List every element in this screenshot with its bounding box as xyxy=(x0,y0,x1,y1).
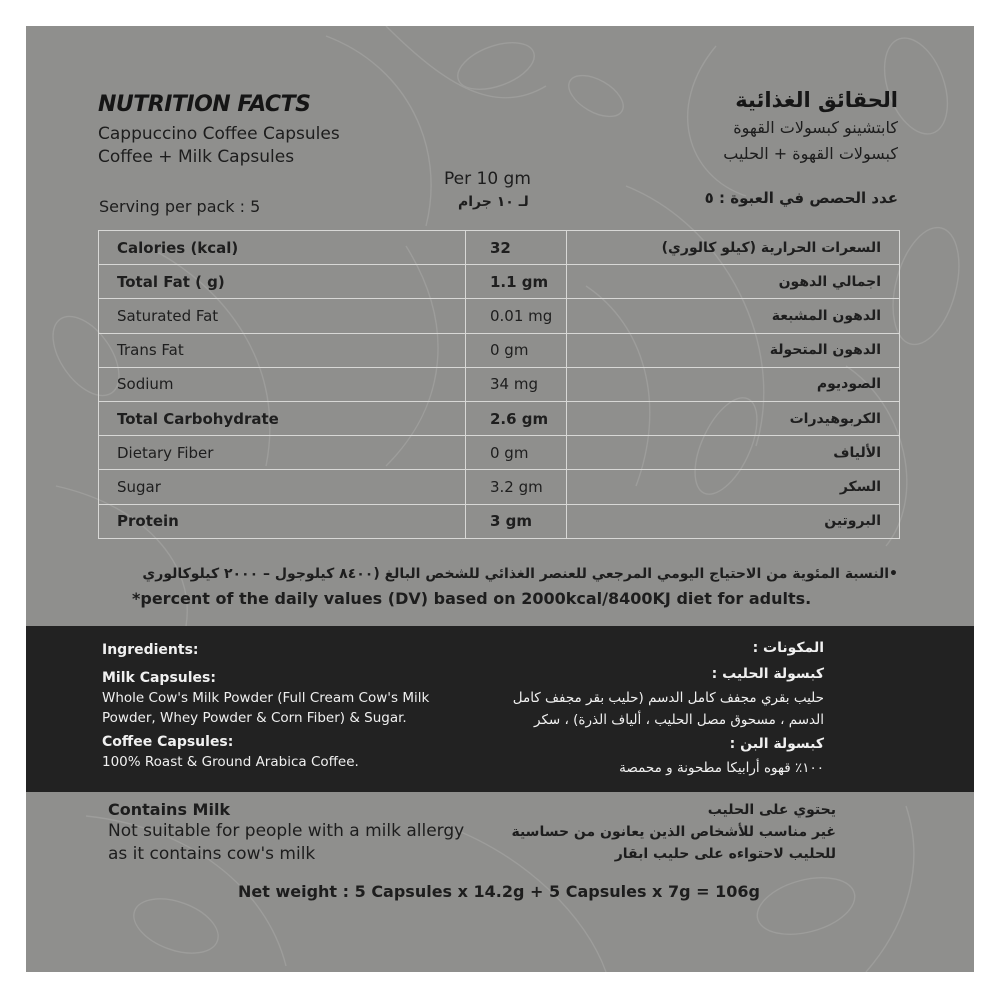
nutrient-name-ar: الدهون المتحولة xyxy=(567,333,900,367)
allergy-warning-line1: Not suitable for people with a milk allergy xyxy=(108,821,465,841)
nutrient-name: Total Fat ( g) xyxy=(99,265,466,299)
nutrient-name: Sodium xyxy=(99,367,466,401)
product-name-en: Cappuccino Coffee Capsules xyxy=(98,124,340,144)
ingredients-heading-ar: المكونات : xyxy=(752,640,824,656)
nutrient-name: Saturated Fat xyxy=(99,299,466,333)
product-name-ar: كابتشينو كبسولات القهوة xyxy=(733,118,898,137)
milk-capsules-text-line1: Whole Cow's Milk Powder (Full Cream Cow's Milk xyxy=(102,690,430,706)
table-row xyxy=(99,231,900,265)
nutrient-name-ar: الصوديوم xyxy=(567,367,900,401)
nutrient-name: Sugar xyxy=(99,470,466,504)
nutrient-name-ar: السكر xyxy=(567,470,900,504)
allergy-heading: Contains Milk xyxy=(108,800,231,819)
servings-per-pack-ar: عدد الحصص في العبوة : ٥ xyxy=(704,189,898,207)
nutrient-name-ar: السعرات الحرارية (كيلو كالوري) xyxy=(567,231,900,265)
table-row xyxy=(99,299,900,333)
milk-capsules-heading: Milk Capsules: xyxy=(102,670,216,686)
nutrient-name-ar: اجمالي الدهون xyxy=(567,265,900,299)
nutrient-name: Protein xyxy=(99,504,466,538)
nutrient-value: 32 xyxy=(466,231,567,265)
nutrient-name: Total Carbohydrate xyxy=(99,401,466,435)
table-row xyxy=(99,470,900,504)
nutrition-facts-title-ar: الحقائق الغذائية xyxy=(735,88,898,112)
daily-value-footnote-ar: •النسبة المئوية من الاحتياج اليومي المرجعي للعنصر الغذائي للشخص البالغ (٨٤٠٠ كيلوجول – ٢٠٠٠ كيلوكالوري xyxy=(142,566,898,582)
nutrient-name-ar: الألياف xyxy=(567,436,900,470)
nutrient-name-ar: الدهون المشبعة xyxy=(567,299,900,333)
servings-per-pack: Serving per pack : 5 xyxy=(99,197,261,216)
nutrient-value: 0 gm xyxy=(466,333,567,367)
product-type-ar: كبسولات القهوة + الحليب xyxy=(723,144,898,163)
ingredients-band xyxy=(26,626,974,792)
milk-capsules-heading-ar: كبسولة الحليب : xyxy=(711,666,824,682)
nutrition-table xyxy=(98,230,900,539)
milk-capsules-text-ar-line1: حليب بقري مجفف كامل الدسم (حليب بقر مجفف كامل xyxy=(512,690,824,706)
nutrient-name: Dietary Fiber xyxy=(99,436,466,470)
table-row xyxy=(99,265,900,299)
product-type-en: Coffee + Milk Capsules xyxy=(98,147,295,167)
table-row xyxy=(99,333,900,367)
nutrient-value: 34 mg xyxy=(466,367,567,401)
coffee-capsules-text-ar: ١٠٠٪ قهوه أرابيكا مطحونة و محمصة xyxy=(619,760,824,776)
allergy-warning-ar-line1: غير مناسب للأشخاص الذين يعانون من حساسية xyxy=(511,824,836,840)
nutrient-value: 0 gm xyxy=(466,436,567,470)
nutrient-name: Calories (kcal) xyxy=(99,231,466,265)
nutrient-name-ar: البروتين xyxy=(567,504,900,538)
table-row xyxy=(99,504,900,538)
coffee-capsules-heading: Coffee Capsules: xyxy=(102,734,234,750)
package-panel xyxy=(26,26,974,972)
nutrient-value: 0.01 mg xyxy=(466,299,567,333)
milk-capsules-text-line2: Powder, Whey Powder & Corn Fiber) & Sugar. xyxy=(102,710,407,726)
daily-value-footnote: *percent of the daily values (DV) based on 2000kcal/8400KJ diet for adults. xyxy=(132,589,812,608)
table-row xyxy=(99,436,900,470)
coffee-capsules-heading-ar: كبسولة البن : xyxy=(729,736,824,752)
allergy-warning-line2: as it contains cow's milk xyxy=(108,844,316,864)
nutrition-facts-title: NUTRITION FACTS xyxy=(98,92,311,117)
allergy-heading-ar: يحتوي على الحليب xyxy=(707,802,836,818)
nutrient-value: 2.6 gm xyxy=(466,401,567,435)
per-serving-label-ar: لـ ١٠ جرام xyxy=(458,194,529,210)
nutrient-name-ar: الكربوهيدرات xyxy=(567,401,900,435)
nutrient-value: 3.2 gm xyxy=(466,470,567,504)
nutrient-name: Trans Fat xyxy=(99,333,466,367)
nutrient-value: 3 gm xyxy=(466,504,567,538)
ingredients-heading: Ingredients: xyxy=(102,642,199,658)
per-serving-label: Per 10 gm xyxy=(444,169,531,189)
nutrient-value: 1.1 gm xyxy=(466,265,567,299)
allergy-warning-ar-line2: للحليب لاحتواءه على حليب ابقار xyxy=(614,846,836,862)
table-row xyxy=(99,367,900,401)
net-weight: Net weight : 5 Capsules x 14.2g + 5 Capsules x 7g = 106g xyxy=(238,882,760,901)
milk-capsules-text-ar-line2: الدسم ، مسحوق مصل الحليب ، ألياف الذرة) ، سكر xyxy=(534,712,824,728)
table-row xyxy=(99,401,900,435)
coffee-capsules-text: 100% Roast & Ground Arabica Coffee. xyxy=(102,754,359,770)
